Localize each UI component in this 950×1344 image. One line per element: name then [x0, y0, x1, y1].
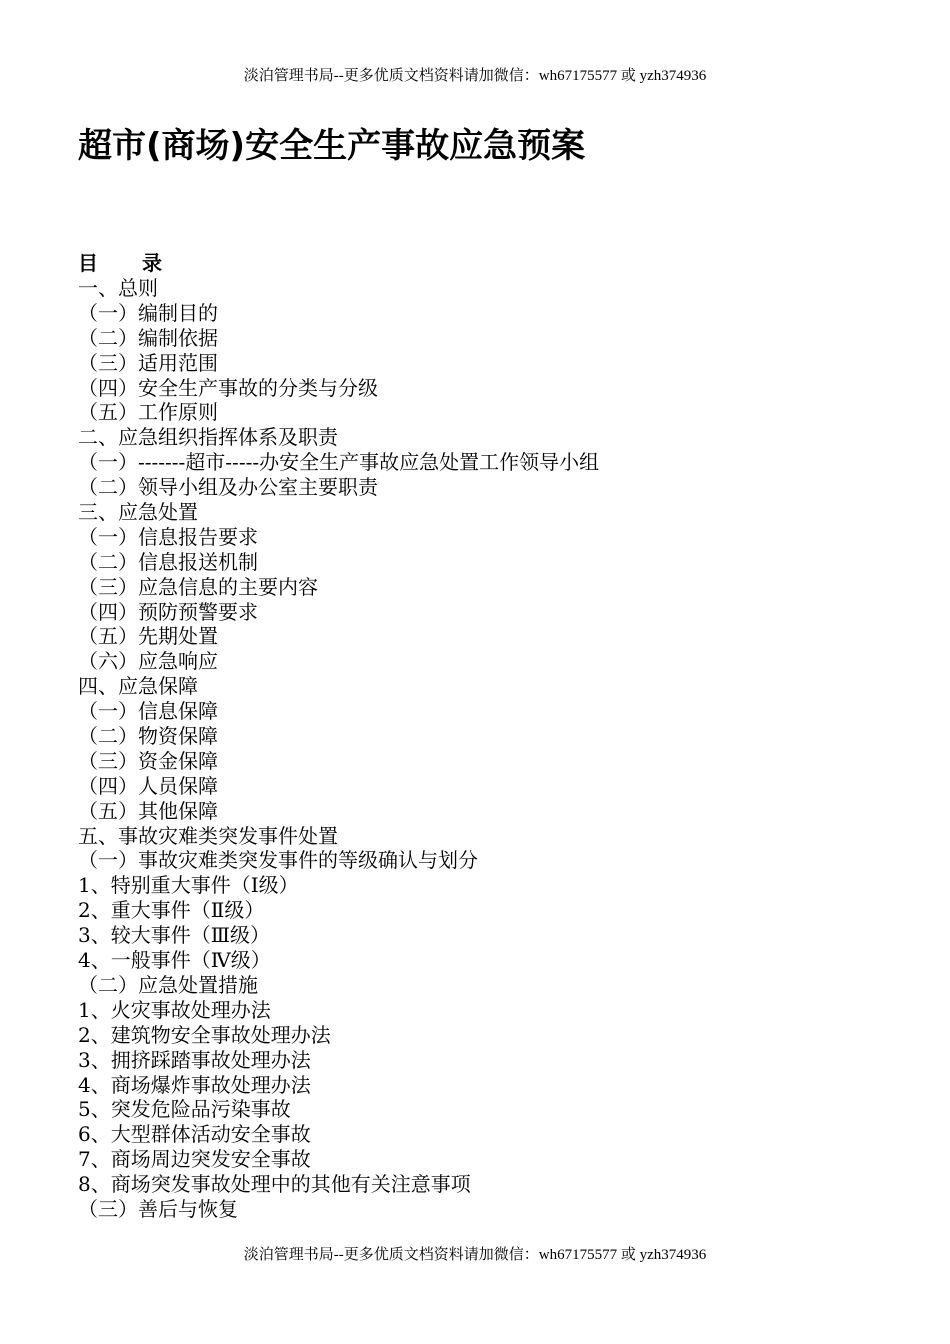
toc-item: 1、特别重大事件（Ⅰ级）: [78, 873, 299, 898]
toc-item: （四）人员保障: [78, 773, 218, 798]
toc-item: （四）安全生产事故的分类与分级: [78, 375, 378, 400]
toc-item: （五）先期处置: [78, 624, 218, 649]
toc-item: （五）工作原则: [78, 400, 218, 425]
toc-item: （一）信息报告要求: [78, 524, 258, 549]
toc-item: 三、应急处置: [78, 500, 198, 525]
toc-item: 四、应急保障: [78, 674, 198, 699]
toc-item: （一）信息保障: [78, 699, 218, 724]
toc-item: 2、建筑物安全事故处理办法: [78, 1022, 331, 1047]
toc-item: 一、总则: [78, 276, 158, 300]
toc-item: 1、火灾事故处理办法: [78, 997, 271, 1022]
toc-item: （二）编制依据: [78, 325, 218, 350]
toc-item: （三）善后与恢复: [78, 1196, 238, 1221]
header-watermark-note: 淡泊管理书局--更多优质文档资料请加微信：wh67175577 或 yzh374936: [243, 68, 707, 84]
toc-item: 二、应急组织指挥体系及职责: [78, 425, 338, 450]
toc-item: 3、拥挤踩踏事故处理办法: [78, 1047, 311, 1072]
toc-heading: [78, 251, 898, 276]
toc-item: （二）物资保障: [78, 724, 218, 749]
footer-watermark-note: 淡泊管理书局--更多优质文档资料请加微信：wh67175577 或 yzh374936: [243, 1247, 707, 1263]
toc-item: （三）适用范围: [78, 350, 218, 375]
toc-item: 4、商场爆炸事故处理办法: [78, 1072, 311, 1097]
toc-item: 7、商场周边突发安全事故: [78, 1147, 311, 1172]
toc-item: （一）-------超市-----办安全生产事故应急处置工作领导小组: [78, 450, 600, 475]
toc-item: 五、事故灾难类突发事件处置: [78, 823, 338, 848]
toc-item: （二）信息报送机制: [78, 549, 258, 574]
toc-item: （二）领导小组及办公室主要职责: [78, 475, 378, 500]
toc-list: [78, 276, 898, 1222]
toc-item: 4、一般事件（Ⅳ级）: [78, 948, 271, 973]
toc-item: （六）应急响应: [78, 649, 218, 674]
toc-item: 6、大型群体活动安全事故: [78, 1122, 311, 1147]
toc-heading-right: 录: [142, 251, 162, 275]
toc-item: （二）应急处置措施: [78, 972, 258, 997]
toc-item: 5、突发危险品污染事故: [78, 1097, 291, 1122]
toc-item: （四）预防预警要求: [78, 599, 258, 624]
toc-item: （三）应急信息的主要内容: [78, 574, 318, 599]
toc-item: （三）资金保障: [78, 748, 218, 773]
toc-item: （一）编制目的: [78, 300, 218, 325]
toc-item: 8、商场突发事故处理中的其他有关注意事项: [78, 1172, 471, 1197]
toc-item: （五）其他保障: [78, 798, 218, 823]
toc-item: 2、重大事件（Ⅱ级）: [78, 898, 265, 923]
toc-item: 3、较大事件（Ⅲ级）: [78, 923, 271, 948]
document-title: 超市(商场)安全生产事故应急预案: [78, 126, 586, 166]
toc-heading-left: 目: [78, 251, 98, 275]
table-of-contents: [78, 251, 898, 1222]
toc-item: （一）事故灾难类突发事件的等级确认与划分: [78, 848, 478, 873]
